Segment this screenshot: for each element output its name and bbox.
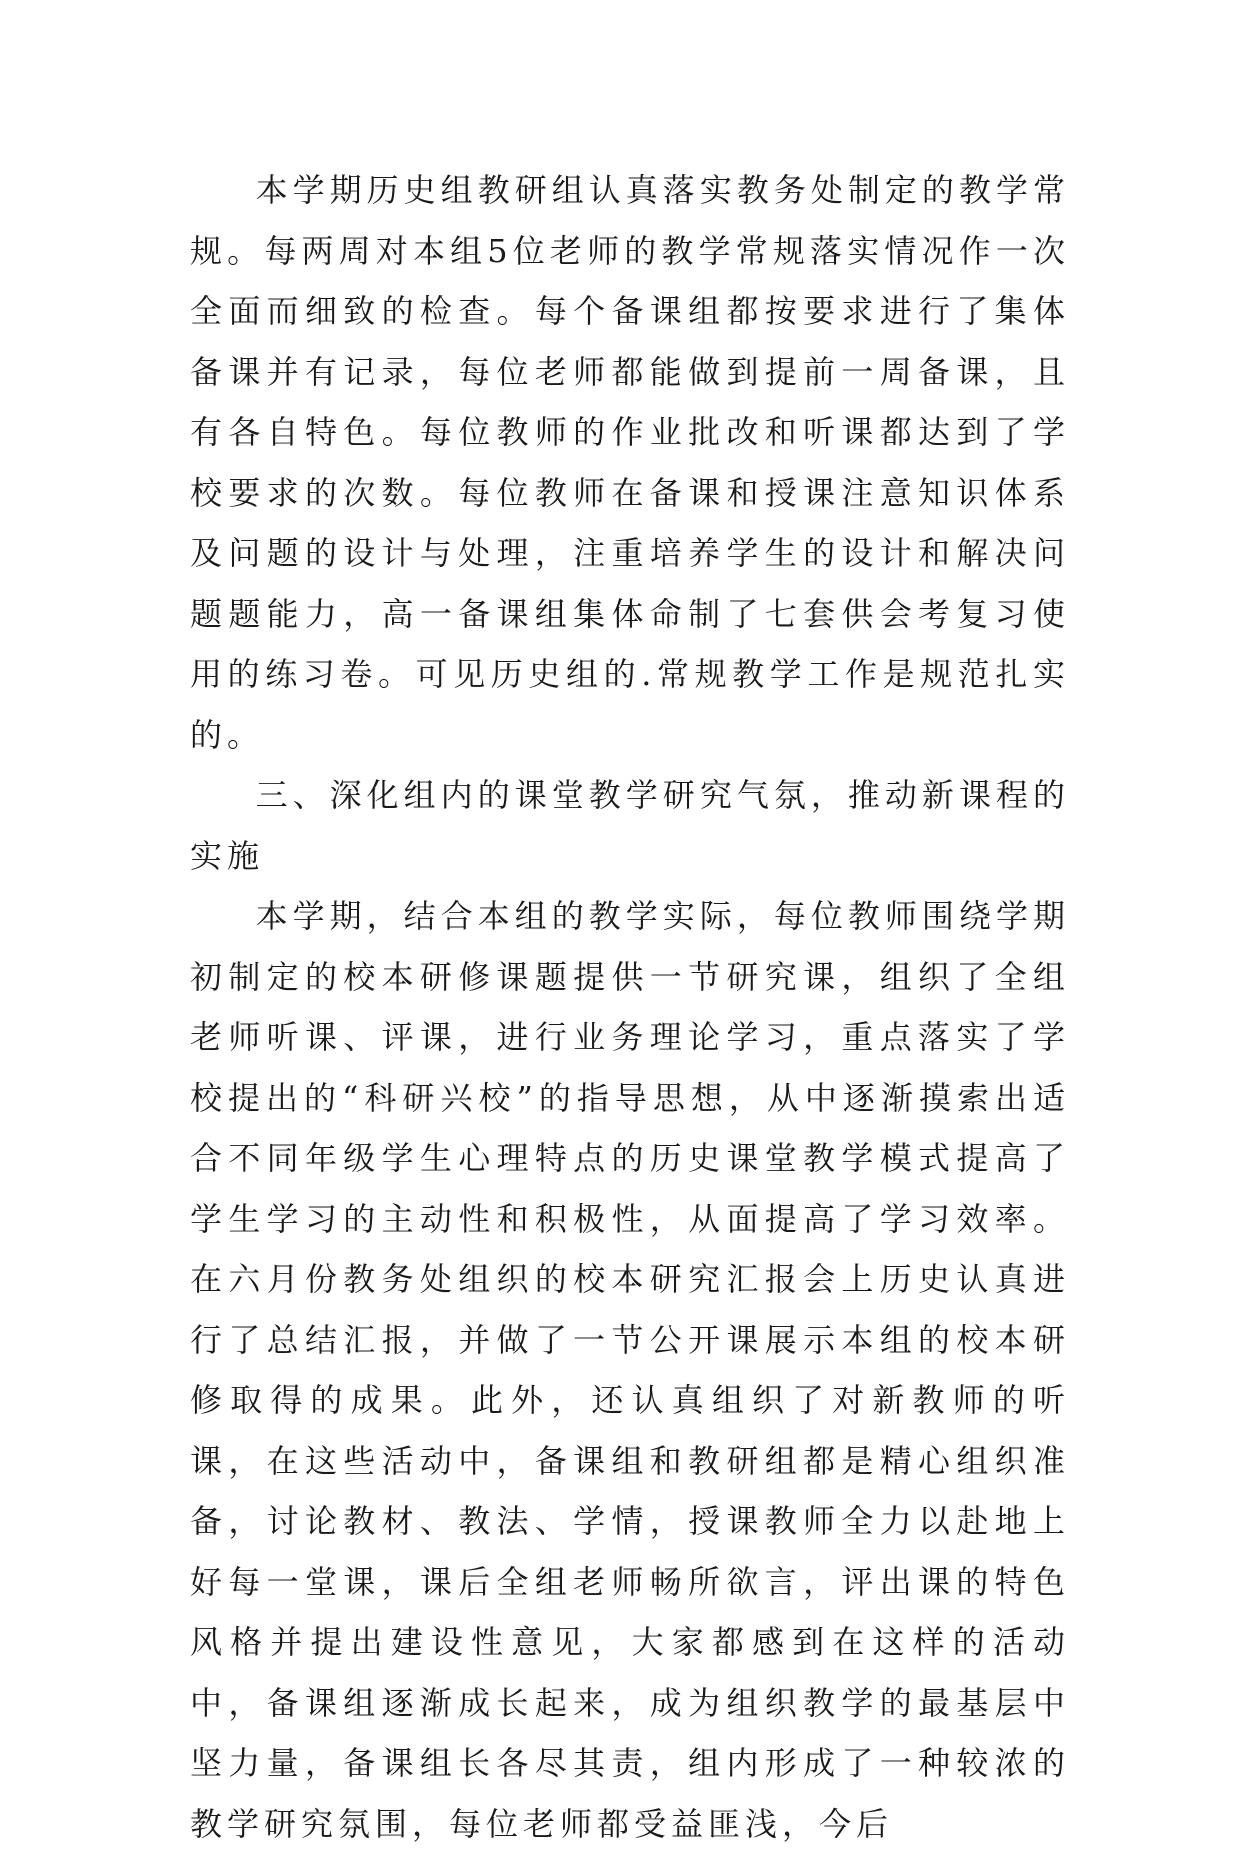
section-heading-research-atmosphere: 三、深化组内的课堂教学研究气氛，推动新课程的实施 bbox=[190, 776, 1070, 875]
paragraph-research-lessons: 本学期，结合本组的教学实际，每位教师围绕学期初制定的校本研修课题提供一节研究课，组织了全组老师听课、评课，进行业务理论学习，重点落实了学校提出的“科研兴校”的指导思想，从中逐渐摸索出适合不同年级学生心理特点的历史课堂教学模式提高了学生学习的主动性和积极性，从面提高了学习效率。在六月份教务处组织的校本研究汇报会上历史认真进行了总结汇报，并做了一节公开课展示本组的校本研修取得的成果。此外，还认真组织了对新教师的听课，在这些活动中，备课组和教研组都是精心组织准备，讨论教材、教法、学情，授课教师全力以赴地上好每一堂课，课后全组老师畅所欲言，评出课的特色风格并提出建设性意见，大家都感到在这样的活动中，备课组逐渐成长起来，成为组织教学的最基层中坚力量，备课组长各尽其责，组内形成了一种较浓的教学研究氛围，每位老师都受益匪浅，今后 bbox=[190, 897, 1070, 1843]
paragraph-teaching-routine: 本学期历史组教研组认真落实教务处制定的教学常规。每两周对本组5位老师的教学常规落实情况作一次全面而细致的检查。每个备课组都按要求进行了集体备课并有记录，每位老师都能做到提前一周备课，且有各自特色。每位教师的作业批改和听课都达到了学校要求的次数。每位教师在备课和授课注意知识体系及问题的设计与处理，注重培养学生的设计和解决问题题能力，高一备课组集体命制了七套供会考复习使用的练习卷。可见历史组的.常规教学工作是规范扎实的。 bbox=[190, 171, 1070, 754]
document-body bbox=[190, 160, 1070, 1854]
